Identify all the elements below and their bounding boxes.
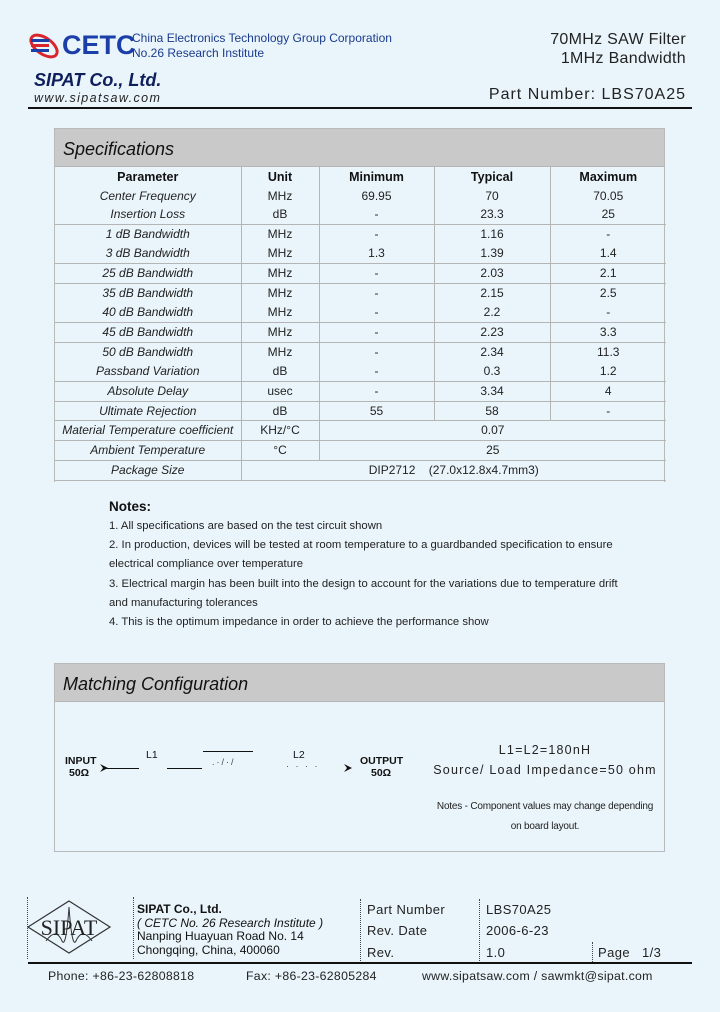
footer-divider [592, 942, 593, 962]
cell-unit: MHz [241, 224, 319, 244]
cell-min: 69.95 [319, 186, 434, 205]
cell-typ: 58 [434, 401, 550, 420]
note-line: 1. All specifications are based on the test circuit shown [109, 520, 383, 532]
cell-max: 3.3 [550, 322, 666, 342]
table-row [55, 186, 666, 205]
cell-parameter: Passband Variation [55, 361, 241, 381]
footer-company-block [137, 903, 323, 957]
cell-parameter: Package Size [55, 460, 241, 480]
cell-max: 70.05 [550, 186, 666, 205]
table-row [55, 401, 666, 420]
cell-parameter: Insertion Loss [55, 205, 241, 224]
cell-typ: 2.03 [434, 263, 550, 283]
footer-divider [133, 897, 134, 959]
cell-parameter: Ultimate Rejection [55, 401, 241, 420]
note-line: electrical compliance over temperature [109, 558, 304, 571]
cell-parameter: Absolute Delay [55, 381, 241, 401]
impedance-values: Source/ Load Impedance=50 ohm [433, 763, 657, 777]
footer-web-email[interactable]: www.sipatsaw.com / sawmkt@sipat.com [422, 969, 653, 983]
cell-unit: dB [241, 205, 319, 224]
cell-min: - [319, 322, 434, 342]
header-divider [28, 107, 692, 109]
col-header-minimum: Minimum [319, 167, 434, 186]
saw-filter-symbol: .·/·/ [212, 757, 236, 767]
cell-min: - [319, 283, 434, 303]
notes-title: Notes: [109, 499, 152, 514]
notes-block [109, 499, 629, 632]
cell-parameter: 35 dB Bandwidth [102, 286, 194, 301]
note-line: and manufacturing tolerances [109, 596, 258, 609]
cell-max: 2.5 [550, 283, 666, 303]
component-values [420, 740, 670, 780]
footer-phone: Phone: +86-23-62808818 [48, 969, 195, 983]
company-website[interactable]: www.sipatsaw.com [34, 91, 162, 105]
cell-parameter: 3 dB Bandwidth [55, 244, 241, 263]
corp-line-2: No.26 Research Institute [132, 46, 265, 60]
note-line: 3. Electrical margin has been built into the design to account for the variations due to temperature drift [109, 577, 618, 590]
cell-max: 25 [550, 205, 666, 224]
cell-typ: 2.23 [434, 322, 550, 342]
table-row [55, 460, 666, 480]
footer-address-line-2: Chongqing, China, 400060 [137, 942, 280, 957]
specifications-table [55, 167, 666, 481]
footer-company-name: SIPAT Co., Ltd. [137, 902, 222, 916]
cell-unit: MHz [241, 263, 319, 283]
cell-typ: 1.16 [434, 224, 550, 244]
cell-max: 1.4 [550, 244, 666, 263]
col-header-maximum: Maximum [550, 167, 666, 186]
cell-parameter: Center Frequency [99, 188, 196, 203]
footer-part-number-label: Part Number [367, 902, 446, 917]
table-row [55, 205, 666, 224]
component-note-line-2: on board layout. [510, 820, 580, 832]
cell-typ: 3.34 [434, 381, 550, 401]
cetc-logo [26, 28, 136, 64]
cell-max: - [550, 401, 666, 420]
company-name: SIPAT Co., Ltd. [34, 70, 162, 90]
footer-rev-date-label: Rev. Date [367, 923, 428, 938]
table-row [55, 303, 666, 322]
cell-min: - [319, 381, 434, 401]
cetc-logo-text: CETC [62, 30, 136, 60]
footer-fax: Fax: +86-23-62805284 [246, 969, 377, 983]
cell-parameter: 25 dB Bandwidth [55, 263, 241, 283]
l1-label: L1 [146, 749, 158, 761]
table-row [55, 342, 666, 361]
inductor-values: L1=L2=180nH [498, 743, 592, 757]
table-row [55, 224, 666, 244]
cell-max: 11.3 [550, 342, 666, 361]
note-line: 2. In production, devices will be tested at room temperature to a guardbanded specification to ensure [109, 539, 613, 552]
sipat-logo-text: SIPAT [40, 915, 98, 940]
l2-label: L2 [293, 749, 305, 761]
table-row [55, 420, 666, 440]
cell-min: - [319, 303, 434, 322]
cell-parameter: 1 dB Bandwidth [105, 227, 190, 242]
cell-unit: dB [241, 361, 319, 381]
cell-value: 0.07 [319, 420, 666, 440]
l2-inductor-symbol: · · · · [286, 761, 320, 771]
cell-typ: 2.2 [434, 303, 550, 322]
cell-unit: KHz/°C [241, 420, 319, 440]
cell-unit: dB [241, 401, 319, 420]
footer-rev-label: Rev. [367, 945, 395, 960]
cell-typ: 23.3 [434, 205, 550, 224]
table-row [55, 440, 666, 460]
product-line-2: 1MHz Bandwidth [560, 50, 686, 67]
saw-filter-top-line [203, 751, 253, 752]
cell-max: - [550, 303, 666, 322]
cell-min: - [319, 224, 434, 244]
cell-max: 1.2 [550, 361, 666, 381]
output-arrow-icon [344, 764, 354, 772]
cell-unit: MHz [241, 322, 319, 342]
product-title [550, 30, 686, 68]
col-header-parameter: Parameter [117, 169, 179, 184]
cell-parameter: 50 dB Bandwidth [102, 344, 194, 359]
input-impedance: 50Ω [69, 767, 90, 779]
l1-wire [167, 768, 202, 769]
footer-part-number-value: LBS70A25 [486, 902, 552, 917]
cell-typ: 1.39 [434, 244, 550, 263]
cell-max: 2.1 [550, 263, 666, 283]
cell-unit: MHz [241, 303, 319, 322]
footer-rev-value: 1.0 [486, 945, 506, 960]
cell-unit: °C [241, 440, 319, 460]
corp-line-1: China Electronics Technology Group Corporation [132, 31, 392, 45]
cell-parameter: Ambient Temperature [55, 440, 241, 460]
component-note-line-1: Notes - Component values may change depending [436, 801, 654, 812]
specifications-title: Specifications [55, 129, 664, 167]
footer-page-label: Page [598, 945, 630, 960]
cell-min: - [319, 361, 434, 381]
col-header-unit: Unit [241, 167, 319, 186]
footer-institute: ( CETC No. 26 Research Institute ) [137, 915, 324, 930]
product-line-1: 70MHz SAW Filter [550, 31, 686, 48]
sipat-footer-logo [26, 897, 112, 957]
cell-unit: MHz [241, 186, 319, 205]
footer-divider [360, 899, 361, 961]
header-part-number: Part Number: LBS70A25 [488, 86, 686, 103]
cell-min: - [319, 205, 434, 224]
cell-typ: 2.34 [434, 342, 550, 361]
cell-max: 4 [550, 381, 666, 401]
cell-min: 55 [319, 401, 434, 420]
cell-value: DIP2712 (27.0x12.8x4.7mm3) [241, 460, 666, 480]
cell-unit: MHz [241, 283, 319, 303]
cell-max: - [550, 224, 666, 244]
input-wire [106, 768, 139, 769]
output-label: OUTPUT [360, 755, 404, 767]
table-row [55, 322, 666, 342]
note-line: 4. This is the optimum impedance in order to achieve the performance show [109, 616, 489, 629]
footer-address-line-1: Nanping Huayuan Road No. 14 [137, 929, 304, 943]
cell-min: - [319, 342, 434, 361]
table-header-row [55, 167, 666, 186]
output-impedance: 50Ω [371, 767, 392, 779]
corporation-name [132, 31, 392, 61]
table-row [55, 263, 666, 283]
footer-page-value: 1/3 [642, 945, 662, 960]
cell-parameter: Material Temperature coefficient [55, 420, 241, 440]
table-row [55, 381, 666, 401]
cell-min: 1.3 [319, 244, 434, 263]
cell-typ: 70 [434, 186, 550, 205]
cell-typ: 0.3 [434, 361, 550, 381]
footer-divider [479, 899, 480, 961]
cell-min: - [319, 263, 434, 283]
specifications-section [54, 128, 665, 482]
col-header-typical: Typical [434, 167, 550, 186]
component-note [420, 797, 670, 836]
cell-unit: MHz [241, 244, 319, 263]
input-label: INPUT [65, 755, 97, 767]
footer-rev-date-value: 2006-6-23 [486, 923, 549, 938]
matching-title: Matching Configuration [55, 664, 664, 702]
cell-typ: 2.15 [434, 283, 550, 303]
cell-unit: MHz [241, 342, 319, 361]
cell-parameter: 40 dB Bandwidth [55, 303, 241, 322]
table-row [55, 244, 666, 263]
footer-rule [28, 962, 692, 964]
cell-unit: usec [241, 381, 319, 401]
table-row [55, 361, 666, 381]
cell-value: 25 [319, 440, 666, 460]
cetc-swoosh-icon [28, 32, 60, 60]
cell-parameter: 45 dB Bandwidth [55, 322, 241, 342]
table-row [55, 283, 666, 303]
